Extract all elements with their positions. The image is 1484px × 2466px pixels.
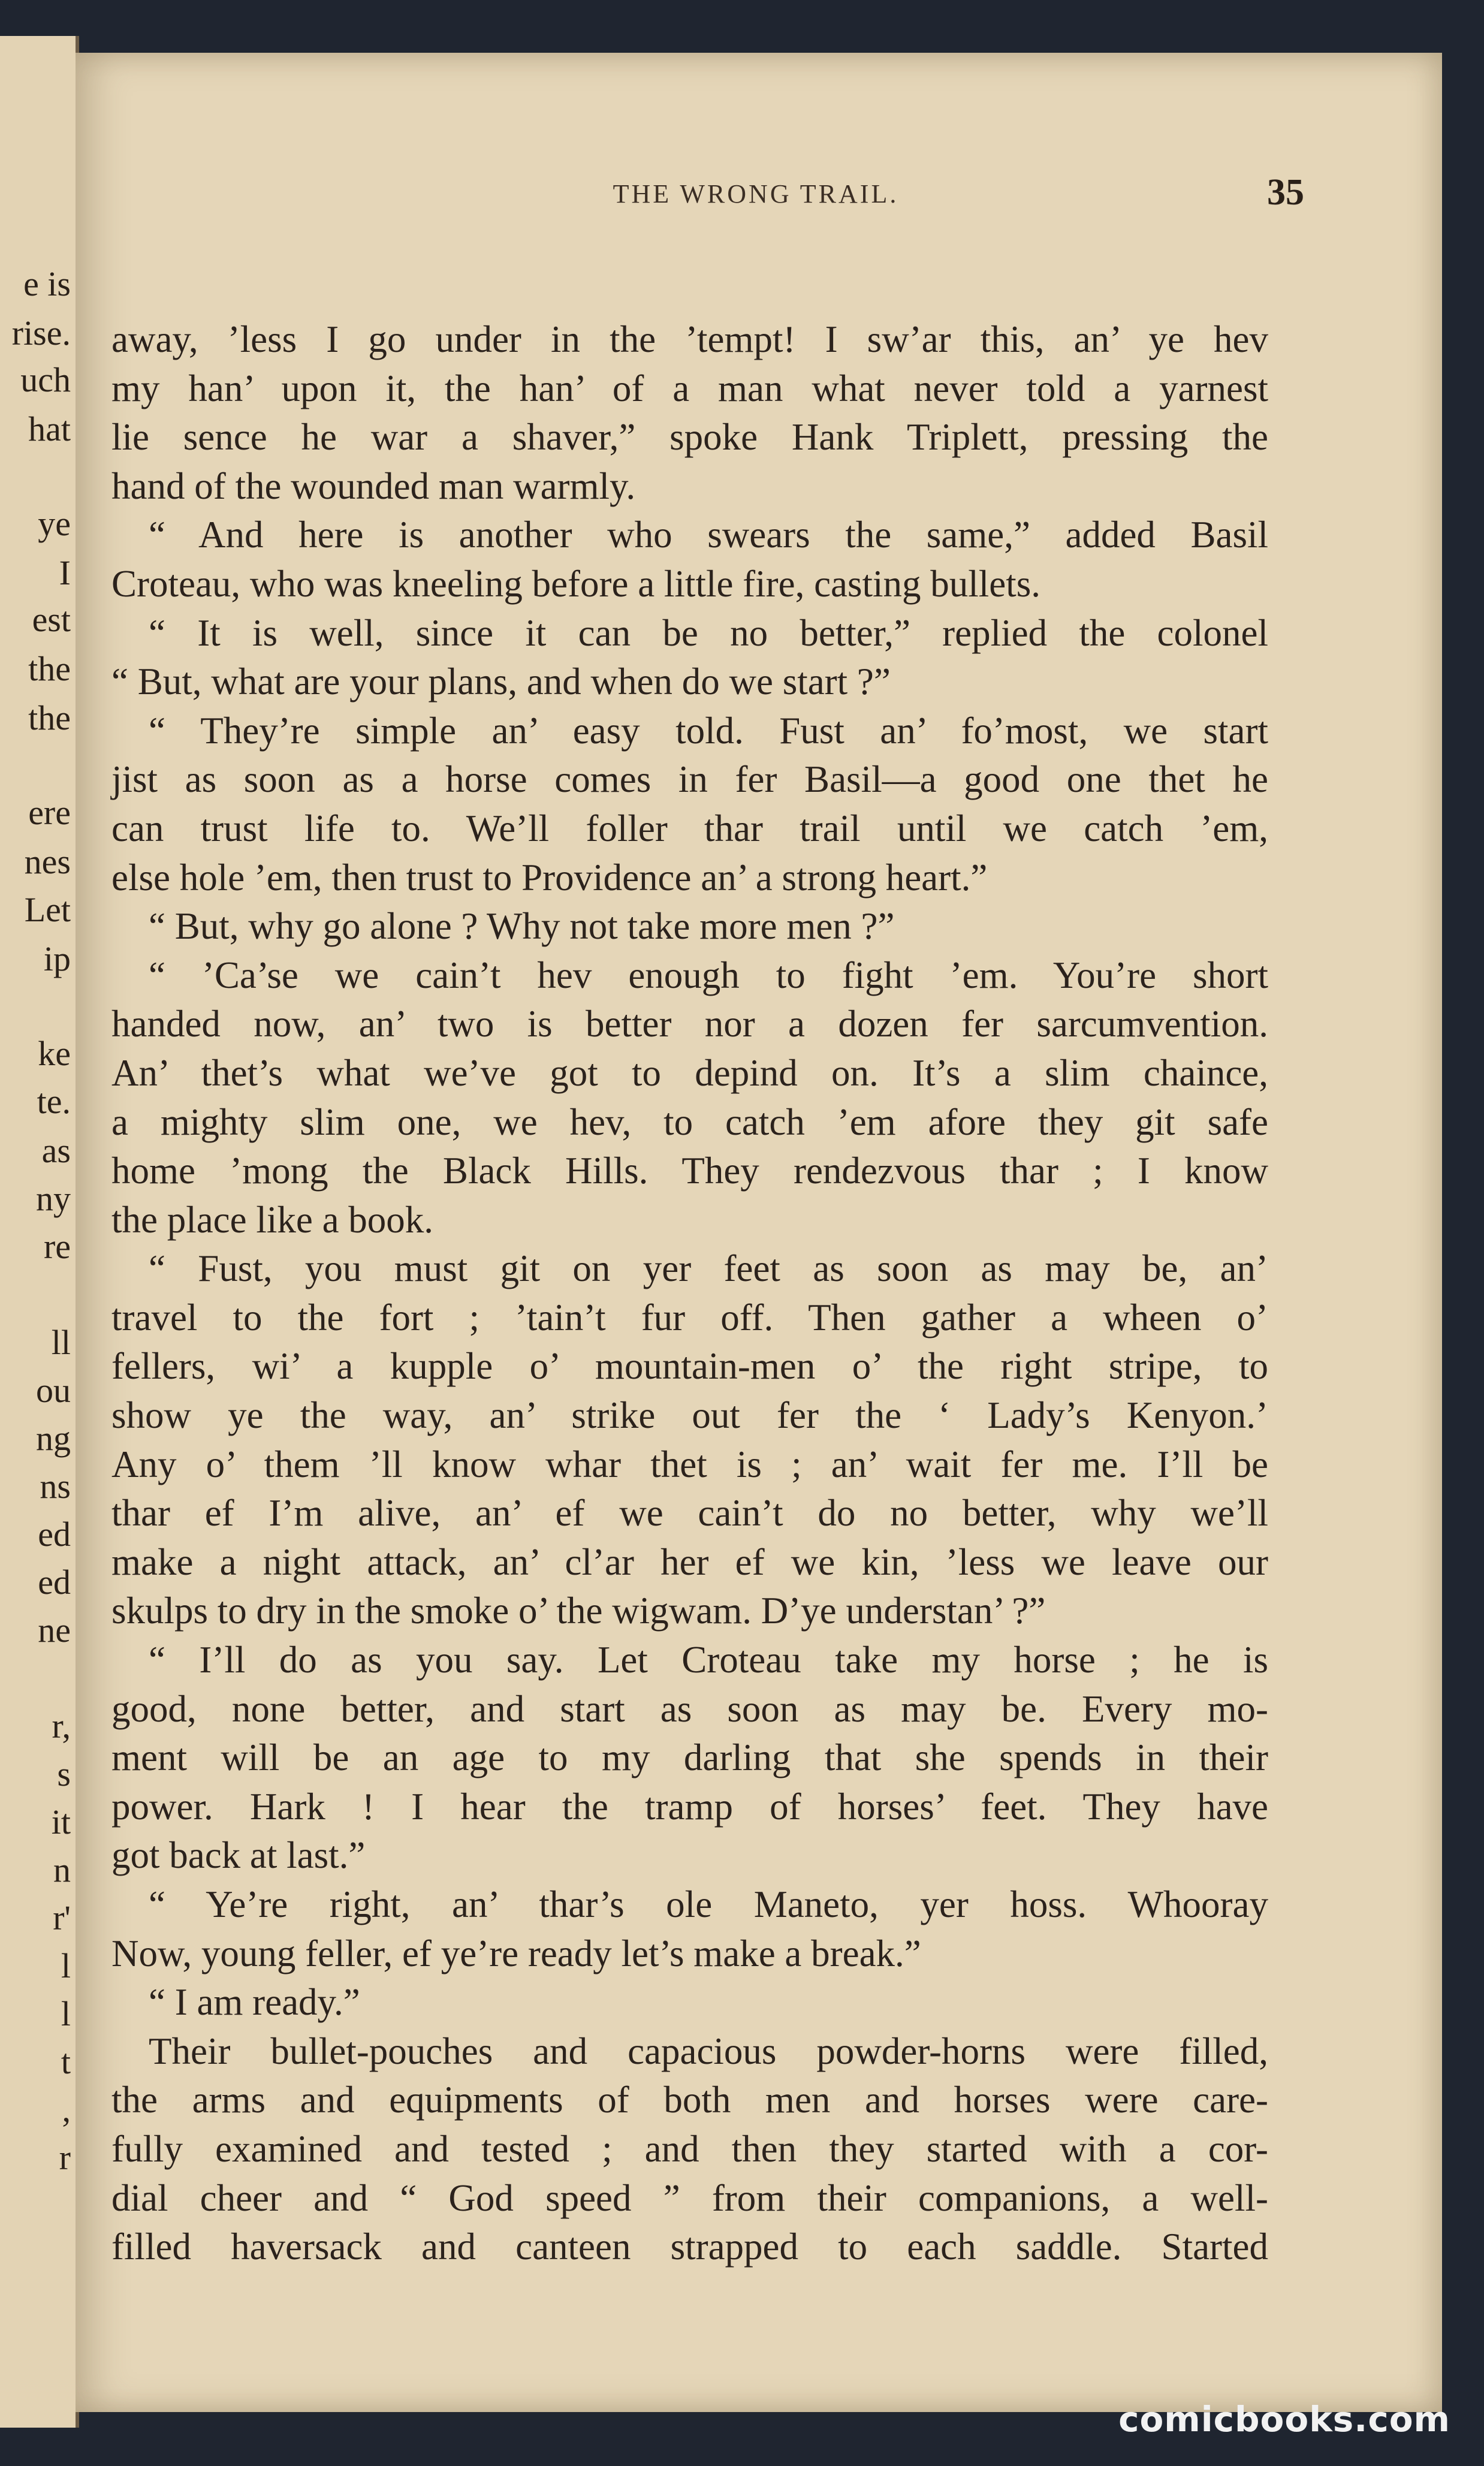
text-line: “ Ye’re right, an’ thar’s ole Maneto, yer hoss. Whooray — [149, 1883, 1268, 1925]
text-line: ment will be an age to my darling that she spends in their — [111, 1737, 1268, 1779]
text-line: else hole ’em, then trust to Providence an’ a strong heart.” — [111, 856, 988, 899]
text-line: “ Fust, you must git on yer feet as soon as may be, an’ — [149, 1247, 1268, 1290]
previous-page-fragment: ed — [38, 1515, 71, 1554]
previous-page-edge — [0, 36, 79, 2428]
text-line: lie sence he war a shaver,” spoke Hank Triplett, pressing the — [111, 416, 1268, 459]
text-line: fellers, wi’ a kupple o’ mountain-men o’ the right stripe, to — [111, 1345, 1268, 1388]
text-line: a mighty slim one, we hev, to catch ’em afore they git safe — [111, 1101, 1268, 1143]
text-line: “ But, what are your plans, and when do we start ?” — [111, 661, 891, 703]
previous-page-fragment: ed — [38, 1563, 71, 1602]
previous-page-fragment: re — [43, 1227, 71, 1266]
text-line: jist as soon as a horse comes in fer Basil—a good one thet he — [111, 758, 1268, 801]
text-line: dial cheer and “ God speed ” from their companions, a well- — [111, 2176, 1268, 2219]
text-line: Croteau, who was kneeling before a little fire, casting bullets. — [111, 562, 1041, 605]
text-line: home ’mong the Black Hills. They rendezvous thar ; I know — [111, 1150, 1268, 1192]
previous-page-fragment: ke — [38, 1034, 71, 1073]
text-line: An’ thet’s what we’ve got to depind on. It’s a slim chaince, — [111, 1051, 1268, 1094]
previous-page-fragment: ny — [36, 1179, 71, 1218]
previous-page-fragment: I — [59, 553, 71, 592]
text-line: “ But, why go alone ? Why not take more men ?” — [149, 905, 895, 948]
text-line: my han’ upon it, the han’ of a man what never told a yarnest — [111, 367, 1268, 409]
text-line: show ye the way, an’ strike out fer the ‘ Lady’s Kenyon.’ — [111, 1394, 1268, 1437]
previous-page-fragment: nes — [24, 842, 71, 881]
previous-page-fragment: rise. — [11, 313, 71, 352]
text-line: “ I am ready.” — [149, 1981, 360, 2024]
text-line: skulps to dry in the smoke o’ the wigwam. D’ye understan’ ?” — [111, 1590, 1046, 1632]
text-line: away, ’less I go under in the ’tempt! I sw’ar this, an’ ye hev — [111, 318, 1268, 360]
text-line: “ And here is another who swears the same,” added Basil — [149, 514, 1268, 556]
previous-page-fragment: e is — [23, 264, 71, 303]
text-line: “ It is well, since it can be no better,” replied the colonel — [149, 611, 1268, 654]
previous-page-fragment: l — [61, 1994, 71, 2033]
watermark: comicbooks.com — [1118, 2399, 1450, 2440]
book-page — [76, 53, 1442, 2412]
previous-page-fragment: ne — [38, 1611, 71, 1650]
text-line: can trust life to. We’ll foller thar trail until we catch ’em, — [111, 807, 1268, 849]
previous-page-fragment: r' — [53, 1898, 71, 1937]
text-line: Their bullet-pouches and capacious powder-horns were filled, — [149, 2030, 1268, 2072]
text-line: “ I’ll do as you say. Let Croteau take my horse ; he is — [149, 1639, 1268, 1681]
previous-page-fragment: l — [61, 1946, 71, 1985]
text-line: “ They’re simple an’ easy told. Fust an’ fo’most, we start — [149, 709, 1268, 752]
previous-page-fragment: est — [32, 600, 71, 639]
previous-page-fragment: the — [28, 698, 71, 737]
text-line: got back at last.” — [111, 1834, 366, 1877]
previous-page-fragment: ll — [51, 1323, 71, 1362]
text-line: thar ef I’m alive, an’ ef we cain’t do no better, why we’ll — [111, 1492, 1268, 1535]
previous-page-fragment: Let — [24, 890, 71, 929]
text-line: “ ’Ca’se we cain’t hev enough to fight ’em. You’re short — [149, 954, 1268, 996]
previous-page-fragment: hat — [28, 409, 71, 448]
text-line: Any o’ them ’ll know whar thet is ; an’ wait fer me. I’ll be — [111, 1443, 1268, 1485]
text-line: the place like a book. — [111, 1198, 434, 1241]
previous-page-fragment: ns — [40, 1467, 71, 1506]
page-header — [76, 172, 1442, 233]
text-line: travel to the fort ; ’tain’t fur off. Then gather a wheen o’ — [111, 1296, 1268, 1338]
previous-page-fragment: ou — [36, 1371, 71, 1410]
text-line: handed now, an’ two is better nor a dozen fer sarcumvention. — [111, 1003, 1268, 1045]
previous-page-fragment: r — [59, 2138, 71, 2177]
previous-page-fragment: ng — [36, 1419, 71, 1458]
previous-page-fragment: t — [61, 2042, 71, 2081]
previous-page-fragment: r, — [52, 1707, 71, 1746]
previous-page-fragment: ip — [43, 939, 71, 978]
running-title: THE WRONG TRAIL. — [613, 179, 899, 209]
text-line: good, none better, and start as soon as may be. Every mo- — [111, 1687, 1268, 1730]
previous-page-fragment: n — [53, 1850, 71, 1889]
text-line: Now, young feller, ef ye’re ready let’s make a break.” — [111, 1932, 921, 1974]
text-line: filled haversack and canteen strapped to each saddle. Started — [111, 2226, 1268, 2268]
text-line: make a night attack, an’ cl’ar her ef we kin, ’less we leave our — [111, 1541, 1268, 1583]
previous-page-fragment: , — [62, 2090, 71, 2129]
previous-page-fragment: ere — [28, 793, 71, 832]
previous-page-fragment: uch — [20, 360, 71, 399]
text-line: the arms and equipments of both men and horses were care- — [111, 2079, 1268, 2121]
previous-page-fragment: ye — [38, 504, 71, 543]
page-number: 35 — [1267, 172, 1304, 213]
previous-page-fragment: s — [57, 1754, 71, 1793]
previous-page-fragment: as — [41, 1131, 71, 1170]
text-line: fully examined and tested ; and then they started with a cor- — [111, 2127, 1268, 2170]
text-line: hand of the wounded man warmly. — [111, 465, 636, 507]
previous-page-fragment: it — [51, 1802, 71, 1841]
previous-page-fragment: the — [28, 649, 71, 688]
previous-page-fragment: te. — [37, 1082, 71, 1121]
text-line: power. Hark ! I hear the tramp of horses’ feet. They have — [111, 1785, 1268, 1828]
body-text — [111, 315, 1268, 2272]
